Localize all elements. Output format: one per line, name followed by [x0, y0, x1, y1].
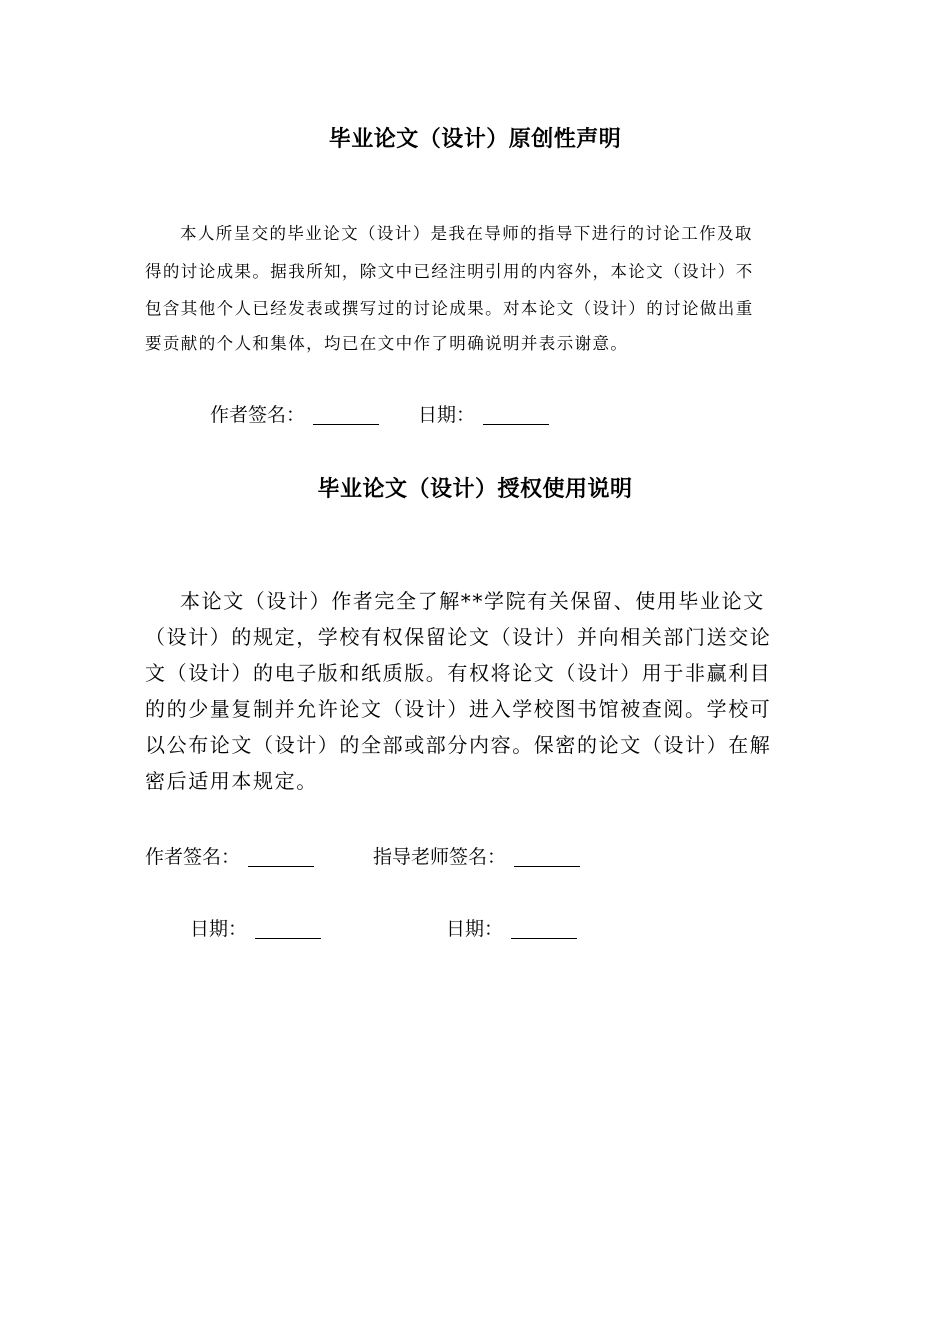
author-date-field[interactable] — [255, 918, 321, 939]
authorization-line: 文（设计）的电子版和纸质版。有权将论文（设计）用于非赢利目 — [145, 661, 772, 685]
declaration-line: 得的讨论成果。据我所知，除文中已经注明引用的内容外，本论文（设计）不 — [145, 262, 754, 281]
authorization-advisor-signature — [373, 842, 580, 869]
advisor-date-label: 日期： — [446, 918, 504, 940]
declaration-author-signature — [210, 400, 379, 427]
declaration-title: 毕业论文（设计）原创性声明 — [328, 127, 622, 152]
authorization-advisor-date — [446, 914, 577, 941]
authorization-author-signature — [145, 842, 314, 869]
authorization-line: （设计）的规定，学校有权保留论文（设计）并向相关部门送交论 — [145, 625, 772, 649]
authorization-line: 密后适用本规定。 — [145, 769, 318, 793]
author-signature-field[interactable] — [313, 404, 379, 425]
date-field[interactable] — [483, 404, 549, 425]
authorization-line: 以公布论文（设计）的全部或部分内容。保密的论文（设计）在解 — [145, 733, 772, 757]
author-signature-label: 作者签名： — [210, 404, 306, 426]
declaration-line: 本人所呈交的毕业论文（设计）是我在导师的指导下进行的讨论工作及取 — [180, 224, 753, 243]
date-label: 日期： — [418, 404, 476, 426]
declaration-date — [418, 400, 549, 427]
advisor-date-field[interactable] — [511, 918, 577, 939]
author-signature-field[interactable] — [248, 846, 314, 867]
authorization-title: 毕业论文（设计）授权使用说明 — [317, 477, 633, 502]
authorization-line: 本论文（设计）作者完全了解**学院有关保留、使用毕业论文 — [180, 589, 765, 613]
authorization-author-date — [190, 914, 321, 941]
advisor-signature-field[interactable] — [514, 846, 580, 867]
author-signature-label: 作者签名： — [145, 846, 241, 868]
authorization-line: 的的少量复制并允许论文（设计）进入学校图书馆被查阅。学校可 — [145, 697, 772, 721]
declaration-line: 要贡献的个人和集体，均已在文中作了明确说明并表示谢意。 — [145, 334, 629, 353]
author-date-label: 日期： — [190, 918, 248, 940]
declaration-line: 包含其他个人已经发表或撰写过的讨论成果。对本论文（设计）的讨论做出重 — [145, 299, 754, 318]
advisor-signature-label: 指导老师签名： — [373, 846, 507, 868]
